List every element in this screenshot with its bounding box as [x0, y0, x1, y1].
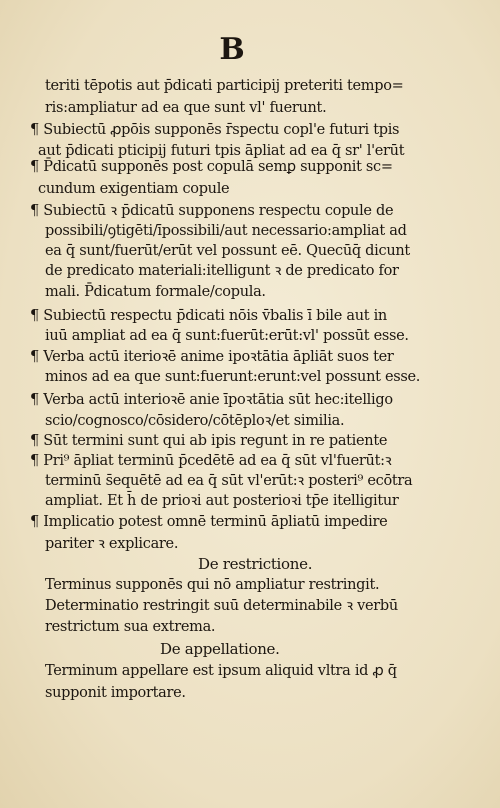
text-line: Determinatio restringit suū determinabile ꝛ verbū [45, 598, 398, 614]
text-line: ¶ Verba actū iterioꝛē anime ipoꝛtātia āpliāt suos ter [30, 349, 394, 365]
text-line: possibili/ꝯtigēti/īpossibili/aut necessario:ampliat ad [45, 223, 407, 239]
text-line: ¶ Subiectū ꝛ p̄dicatū supponens respectu copule de [30, 203, 394, 219]
text-line: supponit importare. [45, 685, 186, 701]
text-line: iuū ampliat ad ea q̄ sunt:fuerūt:erūt:vl' possūt esse. [45, 328, 409, 344]
text-line: ¶ Verba actū interioꝛē anie īpoꝛtātia sūt hec:itelligo [30, 392, 393, 408]
text-line: ¶ Sūt termini sunt qui ab ipis regunt in re patiente [30, 433, 388, 449]
text-line: mali. P̄dicatum formale/copula. [45, 284, 266, 300]
text-line: pariter ꝛ explicare. [45, 536, 179, 552]
text-line: restrictum sua extrema. [45, 619, 216, 635]
section-heading-restriction: De restrictione. [198, 555, 313, 573]
text-line: ampliat. Et h̄ de prioꝛi aut posterioꝛi tp̄e itelligitur [45, 493, 399, 509]
section-heading-appellation: De appellatione. [160, 640, 280, 658]
text-line: teriti tēpotis aut p̄dicati participij preteriti tempo= [45, 78, 404, 94]
text-line: ea q̄ sunt/fuerūt/erūt vel possunt eē. Quecūq̄ dicunt [45, 243, 410, 259]
text-line: Terminus supponēs qui nō ampliatur restringit. [45, 577, 380, 593]
text-line: Terminum appellare est ipsum aliquid vltra id ꝓ q̄ [45, 663, 397, 679]
text-line: ¶ Subiectū respectu p̄dicati nōis v̄balis ī bile aut in [30, 308, 387, 324]
text-line: ¶ Pri⁹ āpliat terminū p̄cedētē ad ea q̄ sūt vl'fuerūt:ꝛ [30, 453, 392, 469]
signature-mark: B [219, 32, 245, 67]
text-line: aut p̄dicati pticipij futuri tpis āpliat ad ea q̄ sr' l'erūt [38, 143, 405, 159]
text-line: minos ad ea que sunt:fuerunt:erunt:vel possunt esse. [45, 369, 421, 385]
text-line: ¶ P̄dicatū supponēs post copulā semꝑ supponit sc= [30, 159, 393, 175]
text-line: cundum exigentiam copule [38, 181, 230, 197]
text-line: ¶ Implicatio potest omnē terminū āpliatū impedire [30, 514, 388, 530]
text-line: terminū s̄equētē ad ea q̄ sūt vl'erūt:ꝛ posteri⁹ ecōtra [45, 473, 413, 489]
text-line: scio/cognosco/cōsidero/cōtēploꝛ/et similia. [45, 413, 345, 429]
text-line: ris:ampliatur ad ea que sunt vl' fuerunt. [45, 100, 327, 116]
text-line: ¶ Subiectū ꝓpōis supponēs r̄spectu copl'e futuri tpis [30, 122, 400, 138]
text-line: de predicato materiali:itelligunt ꝛ de predicato for [45, 263, 399, 279]
